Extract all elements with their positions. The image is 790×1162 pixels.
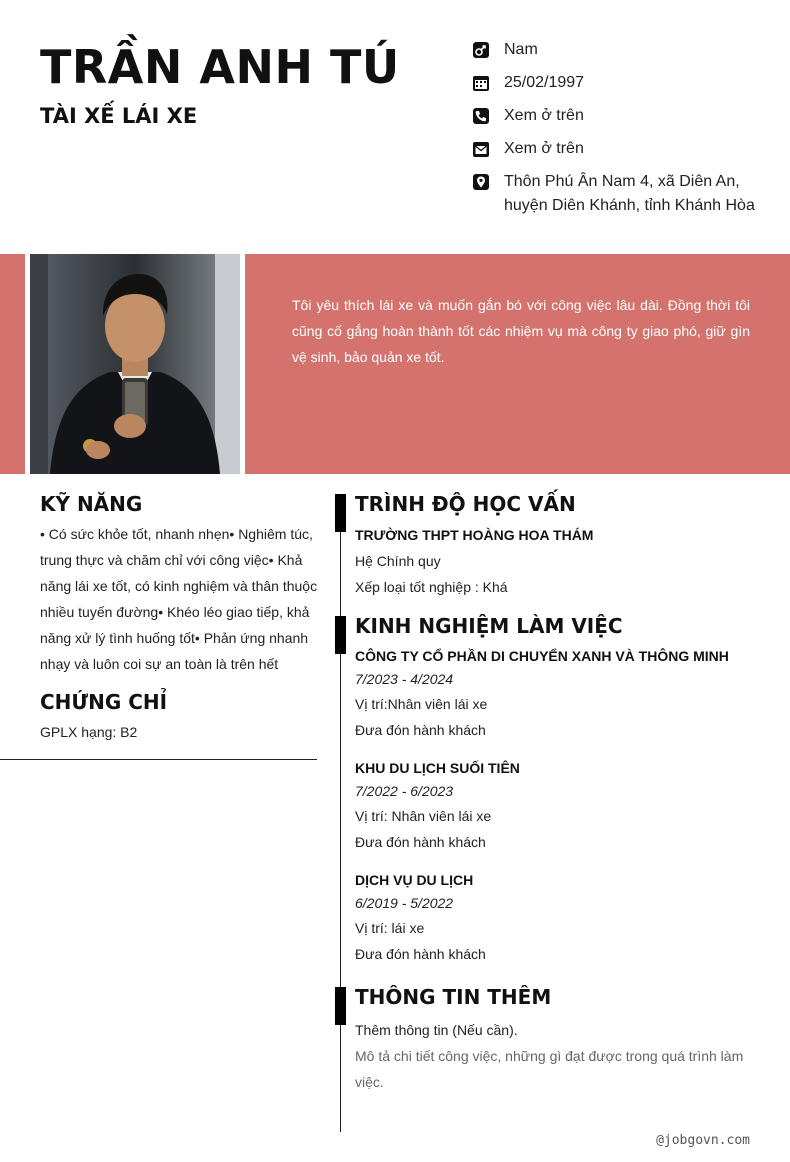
timeline-line [340, 494, 341, 1132]
career-objective: Tôi yêu thích lái xe và muốn gắn bó với công việc lâu dài. Đồng thời tôi cũng cố gắng hoàn thành tốt các nhiệm vụ mà công ty giao phó, giữ gìn vệ sinh, bảo quản xe tốt. [292, 297, 750, 365]
experience-item [355, 757, 755, 855]
experience-date: 7/2023 - 4/2024 [355, 671, 454, 687]
address-line-1: Thôn Phú Ân Nam 4, xã Diên An, [504, 173, 740, 190]
experience-date: 6/2019 - 5/2022 [355, 895, 454, 911]
additional-line-1: Thêm thông tin (Nếu cần). [355, 1022, 518, 1038]
email-value: Xem ở trên [504, 140, 584, 157]
contact-phone [472, 106, 772, 128]
profile-photo-illustration [30, 254, 240, 474]
contact-info [472, 40, 772, 229]
contact-gender [472, 40, 772, 62]
contact-address [472, 172, 772, 218]
experience-title: KINH NGHIỆM LÀM VIỆC [355, 614, 623, 638]
experience-item [355, 869, 755, 967]
contact-birthdate [472, 73, 772, 95]
phone-icon [472, 107, 490, 125]
gender-value: Nam [504, 41, 538, 58]
education-line-1: Hệ Chính quy [355, 553, 441, 569]
education-school: TRƯỜNG THPT HOÀNG HOA THÁM [355, 527, 594, 543]
education-section [355, 492, 755, 600]
education-title: TRÌNH ĐỘ HỌC VẤN [355, 492, 576, 516]
experience-position: Vị trí: lái xe [355, 920, 425, 936]
band-divider-mid [240, 254, 245, 474]
additional-title: THÔNG TIN THÊM [355, 985, 552, 1009]
education-line-2: Xếp loại tốt nghiệp : Khá [355, 579, 508, 595]
experience-section [355, 614, 755, 967]
birthdate-value: 25/02/1997 [504, 74, 585, 91]
experience-desc: Đưa đón hành khách [355, 834, 486, 850]
experience-item [355, 645, 755, 743]
additional-section [355, 985, 755, 1095]
skills-title: KỸ NĂNG [40, 492, 143, 516]
experience-company: DỊCH VỤ DU LỊCH [355, 872, 474, 888]
skills-text: • Có sức khỏe tốt, nhanh nhẹn• Nghiêm túc, trung thực và chăm chỉ với công việc• Khả năng lái xe tốt, có kinh nghiệm và thân thuộc nhiều tuyến đường• Khéo léo giao tiếp, khả năng xử lý tình huống tốt• Phản ứng nhanh nhạy và luôn coi sự an toàn là trên hết [40, 526, 318, 672]
footer-watermark: @jobgovn.com [656, 1133, 750, 1148]
certificates-text: GPLX hạng: B2 [40, 724, 138, 740]
experience-desc: Đưa đón hành khách [355, 946, 486, 962]
job-title: TÀI XẾ LÁI XE [40, 104, 198, 128]
address-line-2: huyện Diên Khánh, tỉnh Khánh Hòa [504, 197, 755, 214]
additional-marker [335, 987, 346, 1025]
phone-value: Xem ở trên [504, 107, 584, 124]
experience-position: Vị trí:Nhân viên lái xe [355, 696, 488, 712]
experience-date: 7/2022 - 6/2023 [355, 783, 454, 799]
left-divider [0, 759, 317, 760]
education-marker [335, 494, 346, 532]
candidate-name: TRẦN ANH TÚ [40, 40, 400, 94]
contact-email [472, 139, 772, 161]
email-icon [472, 140, 490, 158]
experience-position: Vị trí: Nhân viên lái xe [355, 808, 492, 824]
location-icon [472, 173, 490, 191]
calendar-icon [472, 74, 490, 92]
experience-company: CÔNG TY CỔ PHẦN DI CHUYỂN XANH VÀ THÔNG MINH [355, 648, 729, 664]
additional-line-2: Mô tả chi tiết công việc, những gì đạt được trong quá trình làm việc. [355, 1048, 744, 1090]
experience-desc: Đưa đón hành khách [355, 722, 486, 738]
experience-marker [335, 616, 346, 654]
certificates-title: CHỨNG CHỈ [40, 690, 168, 714]
gender-icon [472, 41, 490, 59]
address-value [504, 170, 755, 218]
experience-company: KHU DU LỊCH SUỐI TIÊN [355, 760, 520, 776]
profile-photo [30, 254, 240, 474]
